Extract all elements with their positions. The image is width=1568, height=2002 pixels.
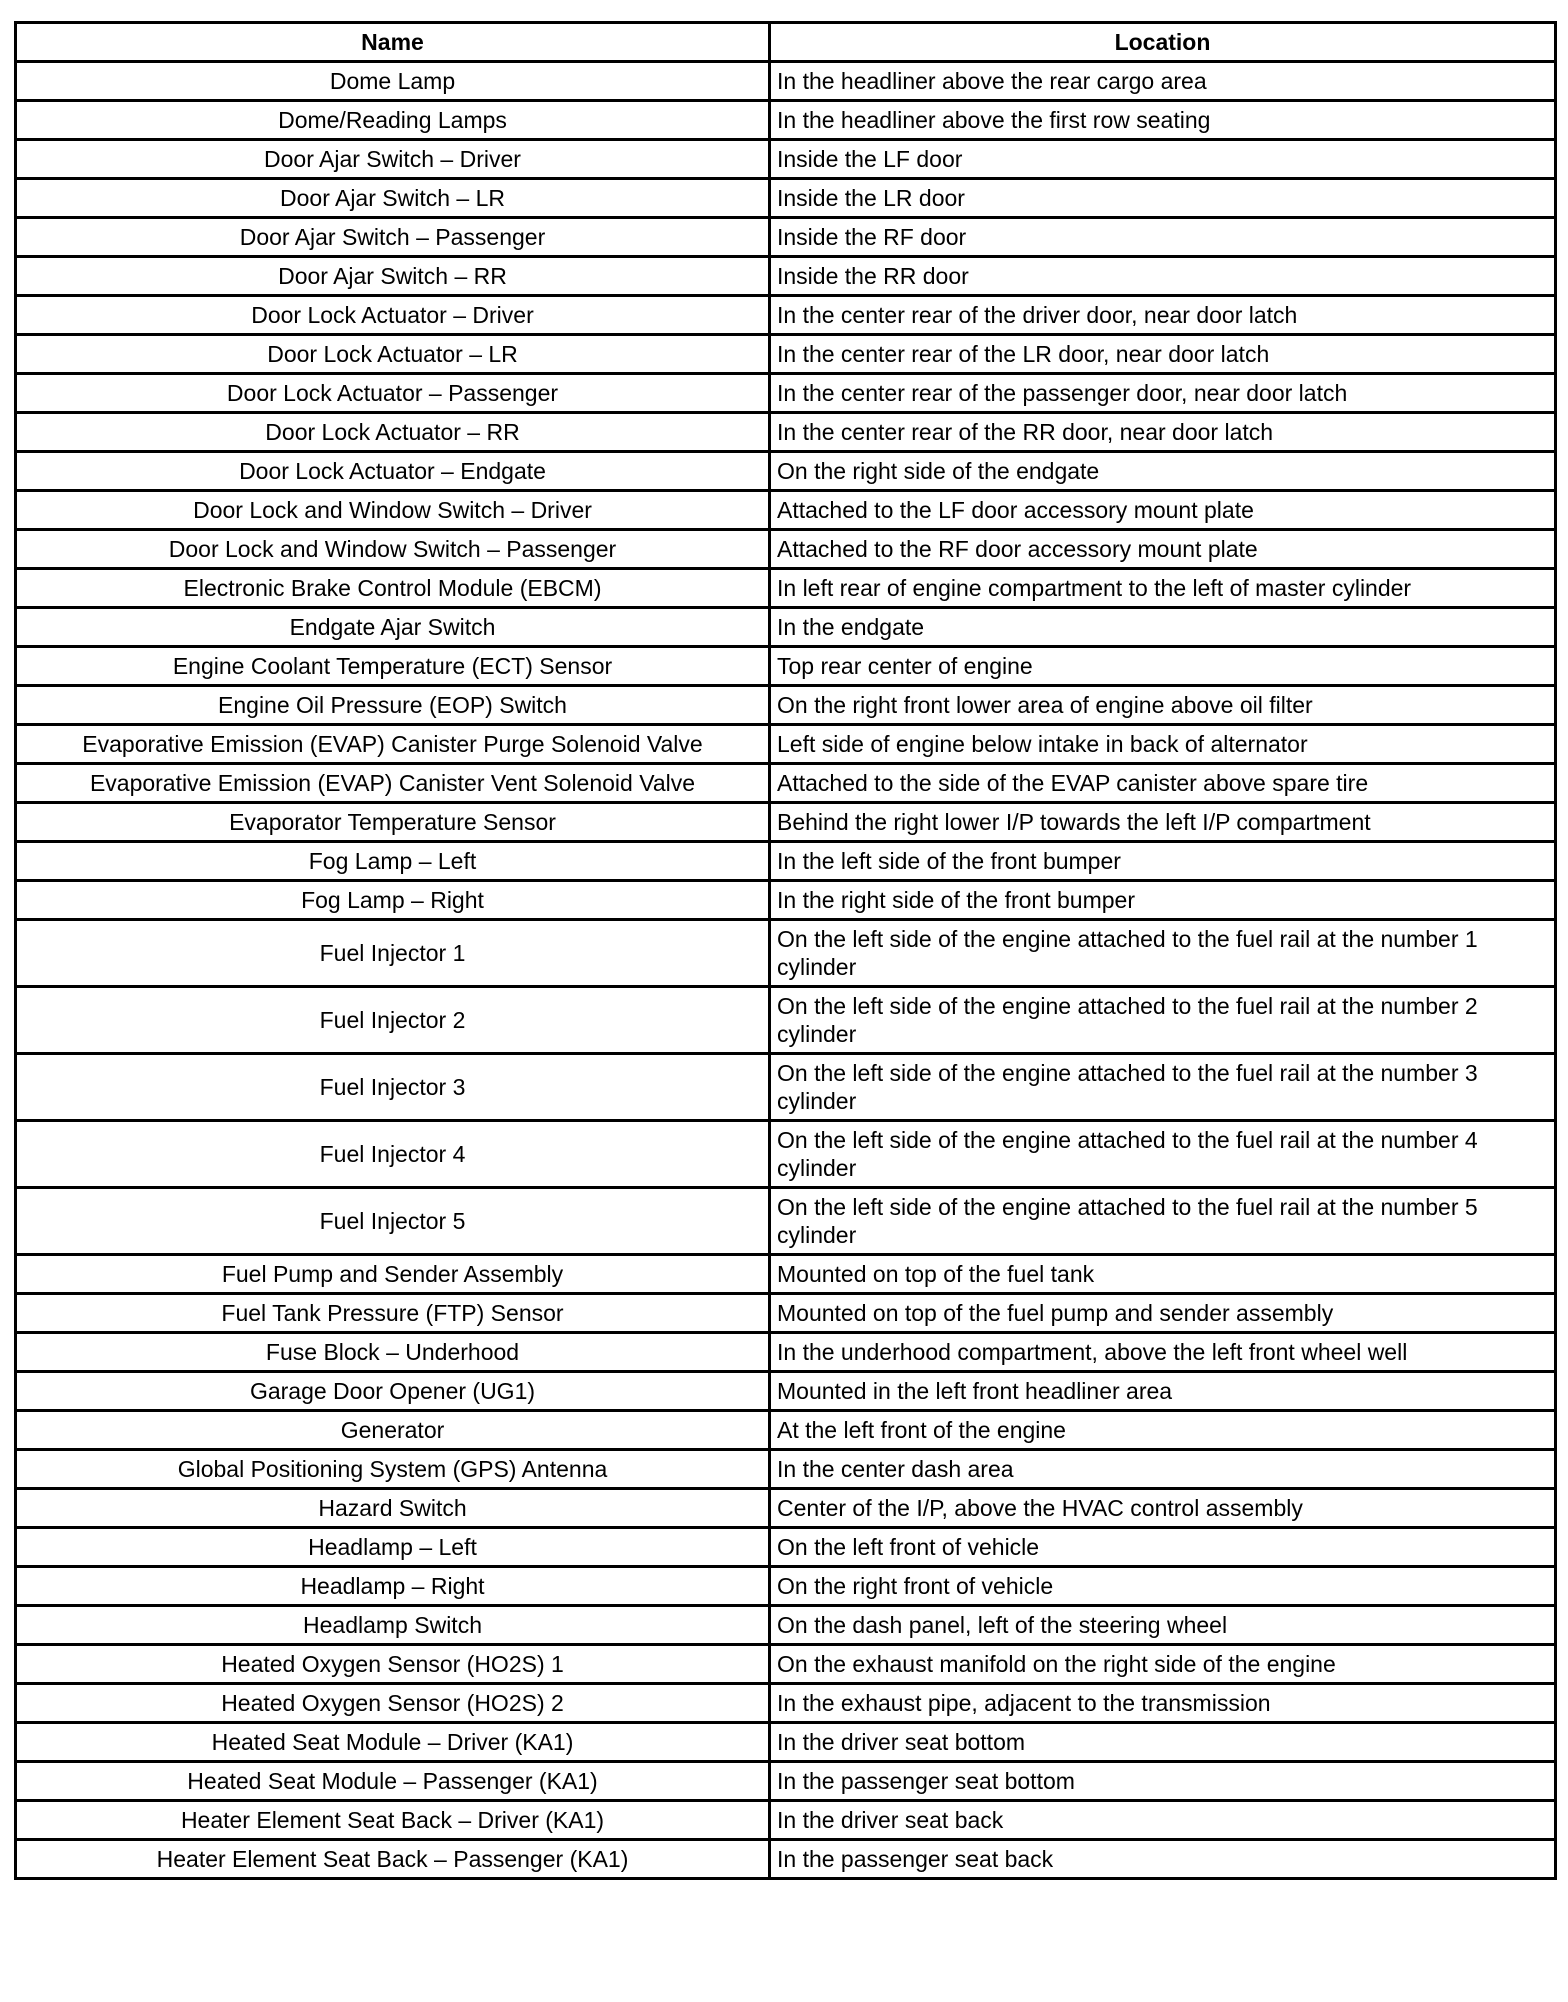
component-location-cell: Attached to the RF door accessory mount plate	[770, 530, 1556, 569]
table-row	[16, 101, 1556, 140]
component-name-cell: Fog Lamp – Right	[16, 881, 770, 920]
component-location-cell: Mounted on top of the fuel pump and sender assembly	[770, 1294, 1556, 1333]
component-name-cell: Heated Oxygen Sensor (HO2S) 1	[16, 1645, 770, 1684]
component-name-cell: Garage Door Opener (UG1)	[16, 1372, 770, 1411]
table-row	[16, 413, 1556, 452]
component-name-cell: Fuel Injector 3	[16, 1054, 770, 1121]
component-location-cell: In the driver seat back	[770, 1801, 1556, 1840]
table-row	[16, 842, 1556, 881]
table-row	[16, 1188, 1556, 1255]
table-row	[16, 1411, 1556, 1450]
component-name-cell: Door Lock Actuator – Endgate	[16, 452, 770, 491]
component-name-cell: Heater Element Seat Back – Driver (KA1)	[16, 1801, 770, 1840]
component-name-cell: Heated Seat Module – Driver (KA1)	[16, 1723, 770, 1762]
component-location-cell: In the center dash area	[770, 1450, 1556, 1489]
component-name-cell: Door Lock Actuator – LR	[16, 335, 770, 374]
table-row	[16, 1684, 1556, 1723]
table-row	[16, 881, 1556, 920]
component-name-cell: Door Lock Actuator – RR	[16, 413, 770, 452]
table-row	[16, 1121, 1556, 1188]
component-name-cell: Fuel Injector 2	[16, 987, 770, 1054]
header-row	[16, 23, 1556, 62]
component-location-cell: In the center rear of the LR door, near door latch	[770, 335, 1556, 374]
component-location-cell: On the right front of vehicle	[770, 1567, 1556, 1606]
component-name-cell: Headlamp – Right	[16, 1567, 770, 1606]
table-row	[16, 1333, 1556, 1372]
component-location-cell: In the center rear of the RR door, near door latch	[770, 413, 1556, 452]
component-location-cell: In the endgate	[770, 608, 1556, 647]
table-row	[16, 725, 1556, 764]
table-row	[16, 452, 1556, 491]
component-location-cell: Attached to the side of the EVAP canister above spare tire	[770, 764, 1556, 803]
component-location-cell: In the driver seat bottom	[770, 1723, 1556, 1762]
component-name-cell: Fog Lamp – Left	[16, 842, 770, 881]
table-row	[16, 803, 1556, 842]
table-row	[16, 1489, 1556, 1528]
component-name-cell: Generator	[16, 1411, 770, 1450]
component-location-cell: In the passenger seat bottom	[770, 1762, 1556, 1801]
component-name-cell: Door Ajar Switch – Driver	[16, 140, 770, 179]
table-row	[16, 62, 1556, 101]
component-location-table	[14, 21, 1557, 1880]
table-row	[16, 374, 1556, 413]
component-name-cell: Door Lock Actuator – Passenger	[16, 374, 770, 413]
component-name-cell: Fuel Tank Pressure (FTP) Sensor	[16, 1294, 770, 1333]
table-row	[16, 1723, 1556, 1762]
table-row	[16, 1840, 1556, 1879]
table-row	[16, 1528, 1556, 1567]
component-location-cell: On the right front lower area of engine above oil filter	[770, 686, 1556, 725]
table-row	[16, 257, 1556, 296]
component-name-cell: Fuel Injector 4	[16, 1121, 770, 1188]
component-name-cell: Fuse Block – Underhood	[16, 1333, 770, 1372]
table-row	[16, 218, 1556, 257]
component-name-cell: Engine Oil Pressure (EOP) Switch	[16, 686, 770, 725]
component-name-cell: Fuel Pump and Sender Assembly	[16, 1255, 770, 1294]
component-name-cell: Evaporator Temperature Sensor	[16, 803, 770, 842]
component-name-cell: Global Positioning System (GPS) Antenna	[16, 1450, 770, 1489]
component-location-cell: In the exhaust pipe, adjacent to the transmission	[770, 1684, 1556, 1723]
table-row	[16, 1255, 1556, 1294]
component-location-cell: In the headliner above the rear cargo area	[770, 62, 1556, 101]
table-row	[16, 764, 1556, 803]
component-location-cell: On the exhaust manifold on the right side of the engine	[770, 1645, 1556, 1684]
table-row	[16, 569, 1556, 608]
table-row	[16, 987, 1556, 1054]
component-name-cell: Heated Seat Module – Passenger (KA1)	[16, 1762, 770, 1801]
component-location-cell: On the left side of the engine attached to the fuel rail at the number 4 cylinder	[770, 1121, 1556, 1188]
header-name: Name	[16, 23, 770, 62]
header-location: Location	[770, 23, 1556, 62]
component-location-cell: On the left side of the engine attached to the fuel rail at the number 2 cylinder	[770, 987, 1556, 1054]
component-location-cell: On the left side of the engine attached to the fuel rail at the number 5 cylinder	[770, 1188, 1556, 1255]
component-name-cell: Headlamp Switch	[16, 1606, 770, 1645]
table-row	[16, 530, 1556, 569]
component-location-cell: On the left side of the engine attached to the fuel rail at the number 3 cylinder	[770, 1054, 1556, 1121]
table-row	[16, 686, 1556, 725]
component-location-cell: Inside the RF door	[770, 218, 1556, 257]
component-name-cell: Electronic Brake Control Module (EBCM)	[16, 569, 770, 608]
table-row	[16, 335, 1556, 374]
component-name-cell: Door Ajar Switch – LR	[16, 179, 770, 218]
component-location-cell: On the left side of the engine attached to the fuel rail at the number 1 cylinder	[770, 920, 1556, 987]
component-location-cell: On the right side of the endgate	[770, 452, 1556, 491]
table-body	[16, 62, 1556, 1879]
table-row	[16, 647, 1556, 686]
component-name-cell: Headlamp – Left	[16, 1528, 770, 1567]
table-row	[16, 1762, 1556, 1801]
table-row	[16, 140, 1556, 179]
component-location-cell: Mounted in the left front headliner area	[770, 1372, 1556, 1411]
component-name-cell: Fuel Injector 1	[16, 920, 770, 987]
component-location-cell: Behind the right lower I/P towards the left I/P compartment	[770, 803, 1556, 842]
component-location-cell: In the right side of the front bumper	[770, 881, 1556, 920]
component-name-cell: Evaporative Emission (EVAP) Canister Purge Solenoid Valve	[16, 725, 770, 764]
table-row	[16, 1567, 1556, 1606]
component-location-cell: In the underhood compartment, above the left front wheel well	[770, 1333, 1556, 1372]
component-name-cell: Endgate Ajar Switch	[16, 608, 770, 647]
component-name-cell: Door Lock Actuator – Driver	[16, 296, 770, 335]
component-location-cell: On the left front of vehicle	[770, 1528, 1556, 1567]
component-location-cell: In the center rear of the passenger door, near door latch	[770, 374, 1556, 413]
component-location-cell: At the left front of the engine	[770, 1411, 1556, 1450]
table-row	[16, 1372, 1556, 1411]
table-row	[16, 1054, 1556, 1121]
table-row	[16, 1801, 1556, 1840]
component-name-cell: Door Ajar Switch – Passenger	[16, 218, 770, 257]
component-location-cell: Top rear center of engine	[770, 647, 1556, 686]
component-location-cell: Left side of engine below intake in back of alternator	[770, 725, 1556, 764]
table-row	[16, 608, 1556, 647]
component-location-cell: In the headliner above the first row seating	[770, 101, 1556, 140]
table-row	[16, 296, 1556, 335]
component-location-cell: On the dash panel, left of the steering wheel	[770, 1606, 1556, 1645]
component-name-cell: Evaporative Emission (EVAP) Canister Vent Solenoid Valve	[16, 764, 770, 803]
component-name-cell: Door Ajar Switch – RR	[16, 257, 770, 296]
component-location-cell: In the left side of the front bumper	[770, 842, 1556, 881]
component-location-cell: In the passenger seat back	[770, 1840, 1556, 1879]
component-name-cell: Dome/Reading Lamps	[16, 101, 770, 140]
component-name-cell: Door Lock and Window Switch – Driver	[16, 491, 770, 530]
table-row	[16, 1450, 1556, 1489]
table-row	[16, 1645, 1556, 1684]
component-name-cell: Heater Element Seat Back – Passenger (KA1)	[16, 1840, 770, 1879]
component-name-cell: Dome Lamp	[16, 62, 770, 101]
component-name-cell: Hazard Switch	[16, 1489, 770, 1528]
component-name-cell: Fuel Injector 5	[16, 1188, 770, 1255]
component-name-cell: Door Lock and Window Switch – Passenger	[16, 530, 770, 569]
table-row	[16, 1294, 1556, 1333]
table-row	[16, 920, 1556, 987]
component-location-cell: In the center rear of the driver door, near door latch	[770, 296, 1556, 335]
component-location-cell: Inside the RR door	[770, 257, 1556, 296]
table-row	[16, 1606, 1556, 1645]
component-location-cell: Mounted on top of the fuel tank	[770, 1255, 1556, 1294]
component-location-cell: Center of the I/P, above the HVAC control assembly	[770, 1489, 1556, 1528]
component-name-cell: Engine Coolant Temperature (ECT) Sensor	[16, 647, 770, 686]
table-row	[16, 491, 1556, 530]
component-name-cell: Heated Oxygen Sensor (HO2S) 2	[16, 1684, 770, 1723]
component-location-cell: In left rear of engine compartment to the left of master cylinder	[770, 569, 1556, 608]
component-location-cell: Attached to the LF door accessory mount plate	[770, 491, 1556, 530]
table-row	[16, 179, 1556, 218]
component-location-cell: Inside the LF door	[770, 140, 1556, 179]
component-location-cell: Inside the LR door	[770, 179, 1556, 218]
